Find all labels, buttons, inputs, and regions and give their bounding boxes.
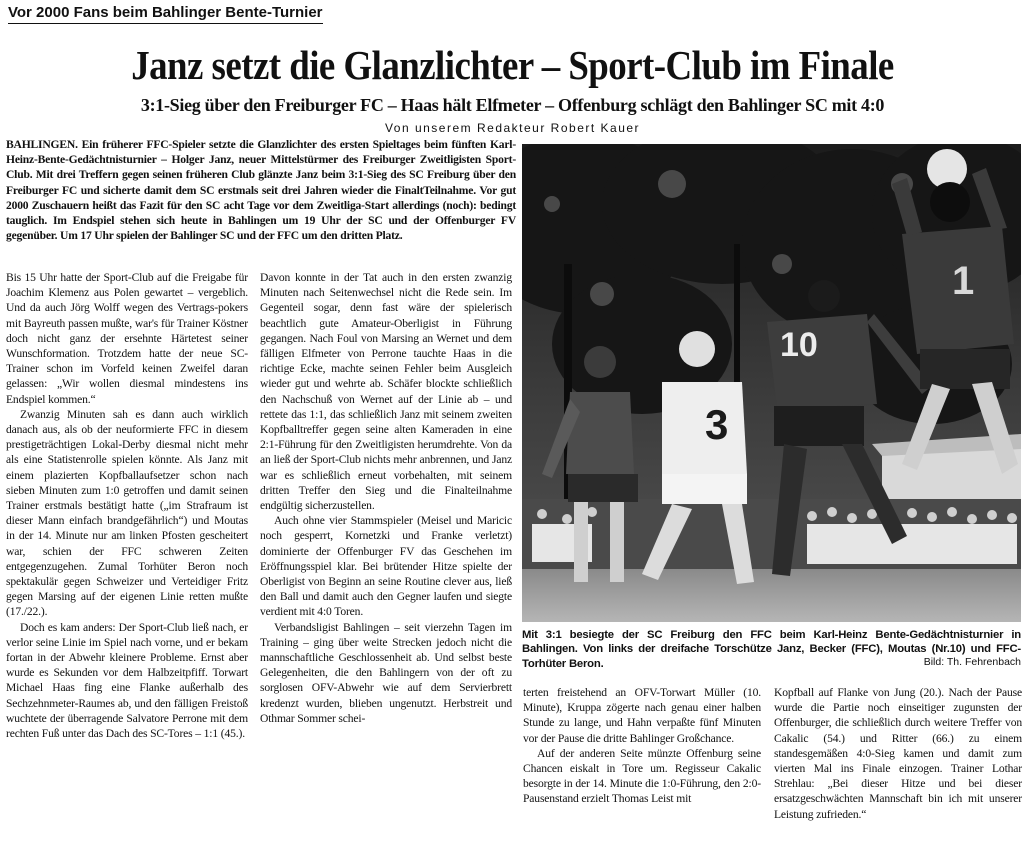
crowd [522, 499, 1021, 574]
jersey-number: 3 [705, 401, 729, 448]
article-paragraph: terten freistehend an OFV-Torwart Müller (10. Minute), Kruppa zögerte nach genau einer halben Stunde zu lange, und Hahn verpaßte fünf Minuten vor der Pause die dritte Bahlinger Großchance. [523, 686, 761, 745]
match-photo-drawing [522, 144, 1021, 622]
headline: Janz setzt die Glanzlichter – Sport-Club im Finale [131, 42, 894, 88]
jersey-number: 10 [780, 326, 818, 364]
photo-credit: Bild: Th. Fehrenbach [923, 656, 1021, 668]
article-column-4 [774, 685, 1022, 822]
article-paragraph: Davon konnte in der Tat auch in den ersten zwanzig Minuten nach Seitenwechsel nicht die Rede sein. Im Gegenteil sogar, denn fast wäre der spielerisch beachtlich gute Amateur-Oberligist in Führung gegangen. Nach Foul von Marsing an Wernet und dem fälligen Elfmeter von Perrone tauchte Haas in die richtige Ecke, machte seinen Fehler beim Ausgleich wieder gut und wehrte ab. Schäfer blockte schließlich den Nachschuß von Wernet auf der Linie ab – und rettete das 1:1, das schließlich Janz mit seinem zweiten Kopfballtreffer gegen seine alten Kameraden in eine 2:1-Führung für den Zweitligisten herumdrehte. Von da an ließ der Sport-Club nichts mehr anbrennen, und Janz war es schließlich erneut vorbehalten, mit seinem dritten Treffer den Sieg und die Finalteilnahme endgültig sicherzustellen. [260, 271, 512, 513]
match-photo [522, 144, 1021, 622]
article-paragraph: Auch ohne vier Stammspieler (Meisel und Maricic noch gesperrt, Kornetzki und Franke verletzt) dominierte der Offenburger FV das Geschehen im Eröffnungsspiel klar. Bei brütender Hitze spielte der Oberligist von Beginn an seine Routine clever aus, ließ den Ball und damit auch den Gegner laufen und siegte verdient mit 4:0 Toren. [260, 514, 512, 619]
lead-paragraph: BAHLINGEN. Ein früherer FFC-Spieler setzte die Glanzlichter des ersten Spieltages beim fünften Karl-Heinz-Bente-Gedächtnisturnier – Holger Janz, neuer Mittelstürmer des Freiburger Zweitligisten Sport-Club. Mit drei Treffern gegen seinen früheren Club glänzte Janz beim 3:1-Sieg des SC Freiburg über den Freiburger FC und sicherte damit dem SC erstmals seit drei Jahren wieder die FinaltTeilnahme. Vor gut 2000 Zuschauern heißt das Fazit für den SC acht Tage vor dem Zweitliga-Start allerdings (noch): bedingt tauglich. Im Endspiel stehen sich heute in Bahlingen um 19 Uhr der SC und der Offenburger FV gegenüber. Um 17 Uhr spielen der Bahlinger SC und der FFC um den dritten Platz. [6, 138, 516, 243]
kicker: Vor 2000 Fans beim Bahlinger Bente-Turnier [8, 4, 323, 24]
byline: Von unserem Redakteur Robert Kauer [384, 121, 641, 135]
article-paragraph: Zwanzig Minuten sah es dann auch wirklich danach aus, als ob der neuformierte FFC in diesem prestigeträchtigen Lokal-Derby diesmal nicht mehr als eine Statistenrolle spielen könnte. Als Janz mit einem plazierten Kopfballaufsetzer schon nach sieben Minuten zum 1:0 getroffen und damit seinen Trainer erstmals bestätigt hatte („im Strafraum ist dieser Mann einfach brandgefährlich“) und Moutas in der 14. Minute nur am linken Pfosten gescheitert war, schien der FFC schweren Zeiten entgegenzugehen. Zumal Torhüter Beron noch spektakulär gegen Schweizer und Verteidiger Fritz gegen Marsing auf der eigenen Linie retten mußte (17./22.). [6, 407, 248, 619]
article-column-2 [260, 270, 512, 726]
article-paragraph: Auf der anderen Seite münzte Offenburg seine Chancen eiskalt in Tore um. Regisseur Cakalic besorgte in der 14. Minute die 1:0-Führung, den 2:0-Pausenstand erzielt Thomas Leist mit [523, 746, 761, 806]
article-column-1 [6, 270, 248, 741]
article-paragraph: Doch es kam anders: Der Sport-Club ließ nach, er verlor seine Linie im Spiel nach vorne, und er bekam fortan in der Abwehr kleinere Probleme. Ernst aber wurde es Sekunden vor dem Halbzeitpfiff. Torwart Michael Haas fing eine Flanke außerhalb des Sechzehnmeter-Raumes ab, und den fälligen Freistoß wuchtete der überragende Salvatore Perrone mit dem rechten Fuß unter das Dach des SC-Tores – 1:1 (45.). [6, 620, 248, 741]
article-paragraph: Verbandsligist Bahlingen – seit vierzehn Tagen im Training – ging über weite Strecken jedoch nicht die mannschaftliche Geschlossenheit ab. Und selbst beste Gelegenheiten, die den Bahlingern von der oft zu sorglosen OFV-Abwehr wie auf dem Servierbrett kredenzt wurden, blieben ungenutzt. Herbstreit und Othmar Sommer schei- [260, 620, 512, 725]
jersey-number: 1 [952, 259, 975, 303]
article-paragraph: Bis 15 Uhr hatte der Sport-Club auf die Freigabe für Joachim Klemenz aus Polen gewartet – vergeblich. Und da auch Jörg Wolff wegen des Vertrags-pokers mit Bayreuth passen mußte, war's für Trainer Köstner doch nicht ganz der ersehnte Härtetest seiner Wunschformation. Trotzdem hatte der neue SC-Trainer schon im Vorfeld keinen Zweifel daran gelassen: „Wir wollen diesmal mindestens ins Endspiel kommen.“ [6, 271, 248, 406]
subhead: 3:1-Sieg über den Freiburger FC – Haas hält Elfmeter – Offenburg schlägt den Bahlinger SC mit 4:0 [140, 95, 885, 115]
article-paragraph: Kopfball auf Flanke von Jung (20.). Nach der Pause wurde die Partie noch einseitiger zugunsten der Offenburger, die schließlich durch weitere Treffer von Cakalic (54.) und Ritter (66.) zu einem standesgemäßen 4:0-Sieg kamen und damit zum vierten Mal ins Finale einzogen. Trainer Lothar Strehlau: „Bei dieser Hitze und bei dieser ersatzgeschwächten Mannschaft bin ich mit unserer Leistung zufrieden.“ [774, 686, 1022, 821]
article-column-3 [523, 685, 761, 807]
photo-caption: Mit 3:1 besiegte der SC Freiburg den FFC beim Karl-Heinz Bente-Gedächtnisturnier in Bahlingen. Von links der dreifache Torschütze Janz, Becker (FFC), Moutas (Nr.10) und FFC-Torhüter Beron. [522, 629, 1021, 670]
